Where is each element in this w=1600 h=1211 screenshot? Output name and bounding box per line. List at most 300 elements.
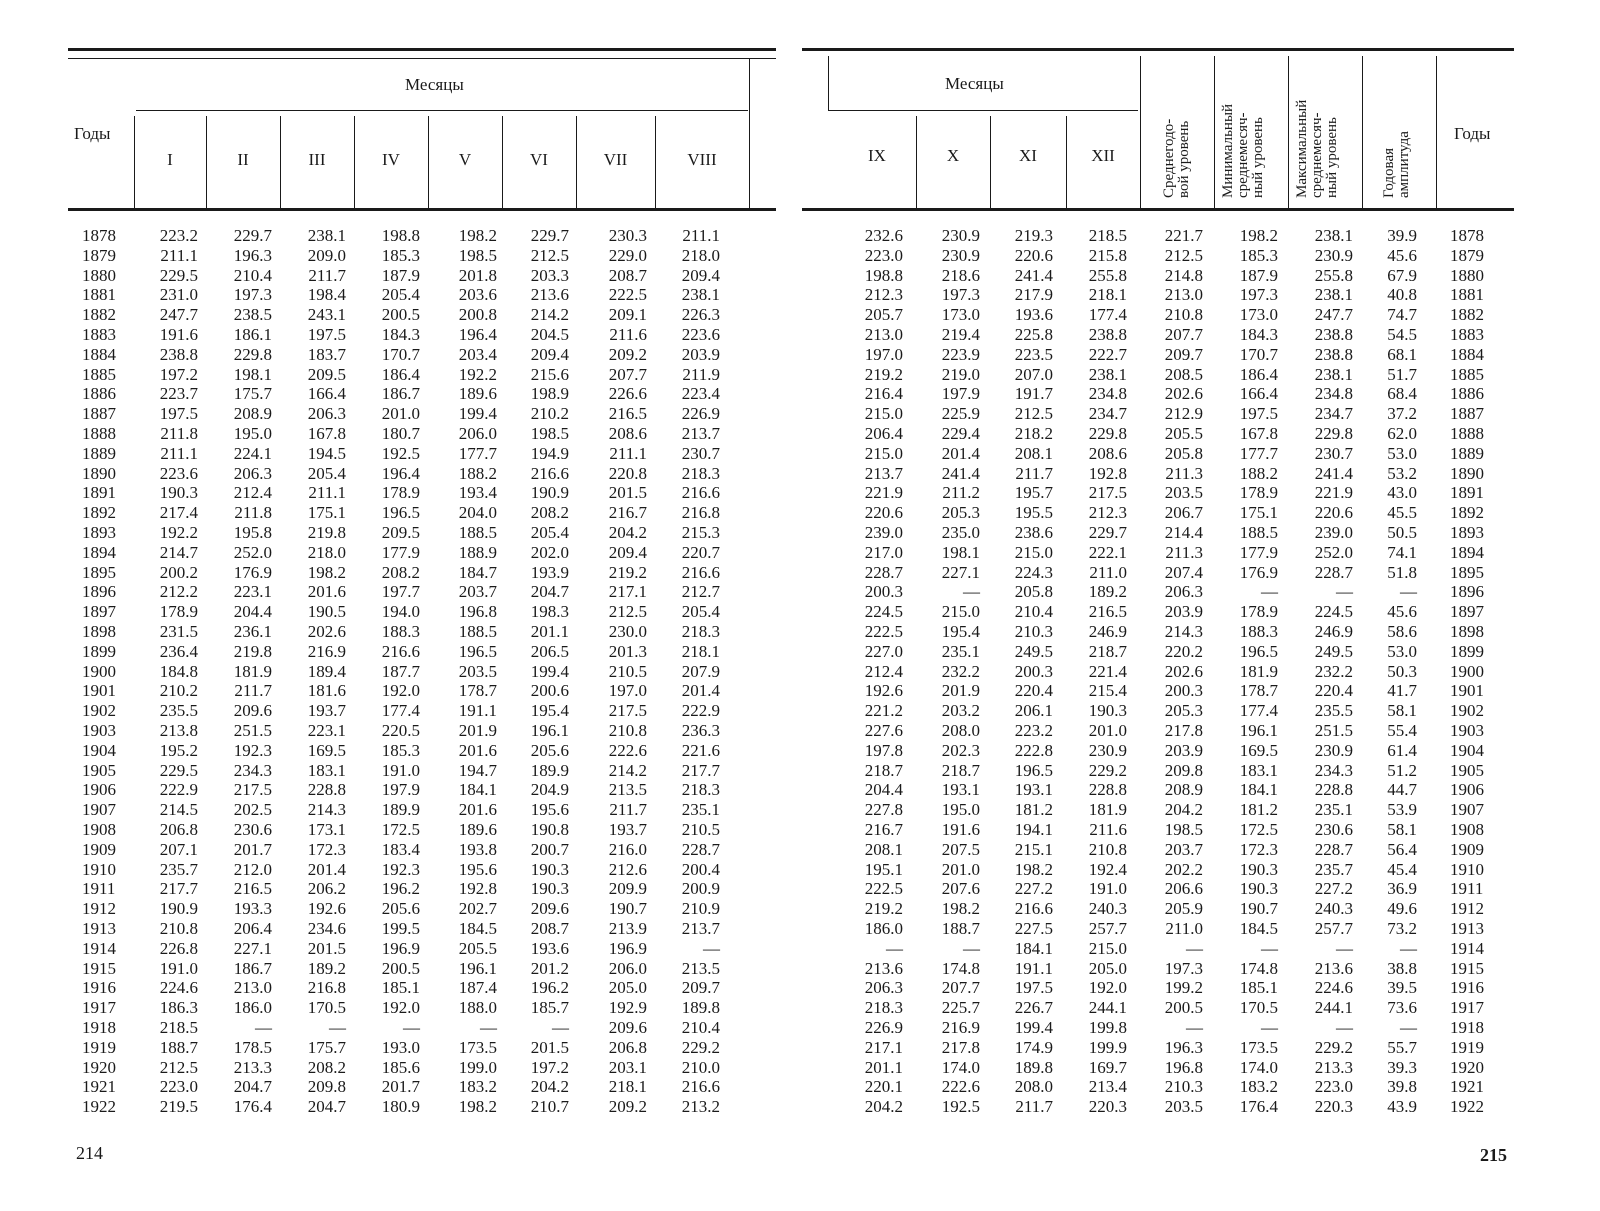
table-row [800, 602, 1580, 622]
value-cell: 40.8 [1387, 285, 1417, 305]
value-cell: 224.3 [1014, 562, 1053, 582]
value-cell: — [1336, 582, 1353, 602]
value-cell: 216.8 [681, 503, 720, 523]
value-cell: 198.2 [1014, 859, 1053, 879]
value-cell: 201.4 [941, 443, 980, 463]
value-cell: 223.2 [159, 226, 198, 245]
table-row [0, 622, 780, 642]
year-cell: 1914 [82, 938, 116, 958]
value-cell: 234.6 [307, 919, 346, 938]
value-cell: 190.3 [1239, 879, 1278, 899]
value-cell: 215.6 [530, 364, 569, 384]
year-cell: 1888 [1450, 424, 1484, 443]
value-cell: 205.7 [864, 305, 903, 325]
value-cell: 196.1 [530, 721, 569, 740]
value-cell: 206.0 [608, 958, 647, 978]
value-cell: 201.4 [307, 859, 346, 879]
value-cell: 218.6 [941, 265, 980, 285]
value-cell: 189.2 [307, 958, 346, 978]
value-cell: 178.9 [1239, 483, 1278, 503]
value-cell: 186.7 [233, 958, 272, 978]
year-cell: 1885 [1450, 364, 1484, 384]
min-level-header: Минимальный среднемесяч- ный уровень [1220, 103, 1266, 198]
value-cell: 193.8 [458, 839, 497, 859]
value-cell: 208.2 [307, 1057, 346, 1077]
value-cell: 216.6 [681, 1077, 720, 1097]
value-cell: 208.7 [530, 919, 569, 938]
value-cell: 198.4 [307, 285, 346, 305]
value-cell: 204.2 [1164, 800, 1203, 820]
value-cell: 217.5 [608, 701, 647, 721]
value-cell: 184.1 [1239, 780, 1278, 800]
value-cell: 185.1 [1239, 978, 1278, 998]
value-cell: 166.4 [1239, 384, 1278, 404]
value-cell: 43.0 [1387, 483, 1417, 503]
table-row [800, 978, 1580, 998]
value-cell: 222.5 [864, 622, 903, 641]
table-row [800, 582, 1580, 602]
value-cell: 169.5 [1239, 740, 1278, 760]
value-cell: 200.2 [159, 562, 198, 582]
table-row [800, 919, 1580, 939]
header-bottom-rule [68, 208, 776, 211]
value-cell: 204.4 [233, 602, 272, 622]
value-cell: 186.0 [233, 998, 272, 1018]
value-cell: 183.1 [307, 760, 346, 780]
table-row [0, 582, 780, 602]
col-divider [1436, 56, 1437, 208]
value-cell: 210.8 [608, 721, 647, 740]
value-cell: 251.5 [233, 721, 272, 740]
table-row [0, 721, 780, 741]
value-cell: 217.4 [159, 503, 198, 523]
value-cell: 206.0 [458, 424, 497, 443]
value-cell: 221.9 [1314, 483, 1353, 503]
value-cell: 203.5 [458, 661, 497, 681]
value-cell: 196.1 [1239, 721, 1278, 740]
year-cell: 1900 [1450, 661, 1484, 681]
value-cell: 199.2 [1164, 978, 1203, 998]
value-cell: 222.6 [608, 740, 647, 760]
amplitude-header: Годовая амплитуда [1381, 131, 1412, 198]
table-row [0, 741, 780, 761]
value-cell: 197.3 [1164, 958, 1203, 978]
value-cell: 36.9 [1387, 879, 1417, 899]
value-cell: 213.2 [681, 1097, 720, 1117]
table-row [800, 483, 1580, 503]
value-cell: 220.2 [1164, 641, 1203, 661]
value-cell: 218.7 [1088, 641, 1127, 661]
value-cell: 210.4 [233, 265, 272, 285]
value-cell: 255.8 [1314, 265, 1353, 285]
value-cell: 197.3 [233, 285, 272, 305]
value-cell: 183.2 [458, 1077, 497, 1097]
value-cell: 217.5 [1088, 483, 1127, 503]
value-cell: 201.6 [458, 740, 497, 760]
value-cell: 205.0 [608, 978, 647, 998]
value-cell: 193.6 [530, 938, 569, 958]
table-row [800, 701, 1580, 721]
value-cell: 209.2 [608, 344, 647, 364]
top-rule [68, 48, 776, 51]
value-cell: — [552, 1018, 569, 1037]
table-row [0, 978, 780, 998]
value-cell: 54.5 [1387, 325, 1417, 344]
value-cell: 235.1 [681, 800, 720, 820]
value-cell: 198.2 [458, 1097, 497, 1117]
value-cell: 221.2 [864, 701, 903, 721]
year-cell: 1918 [82, 1018, 116, 1037]
value-cell: 234.8 [1088, 384, 1127, 404]
value-cell: 241.4 [1014, 265, 1053, 285]
value-cell: 200.5 [381, 958, 420, 978]
value-cell: 191.0 [1088, 879, 1127, 899]
value-cell: 221.6 [681, 740, 720, 760]
value-cell: 211.3 [1165, 463, 1203, 483]
value-cell: 174.0 [941, 1057, 980, 1077]
value-cell: 238.8 [159, 344, 198, 364]
value-cell: 174.8 [1239, 958, 1278, 978]
value-cell: 219.2 [864, 899, 903, 919]
year-cell: 1912 [1450, 899, 1484, 919]
value-cell: 192.3 [381, 859, 420, 879]
year-cell: 1903 [1450, 721, 1484, 740]
value-cell: 188.5 [1239, 523, 1278, 542]
table-row [0, 246, 780, 266]
value-cell: 201.5 [530, 1037, 569, 1057]
value-cell: 181.9 [233, 661, 272, 681]
value-cell: — [1186, 1018, 1203, 1037]
value-cell: 219.3 [1014, 226, 1053, 245]
value-cell: 200.7 [530, 839, 569, 859]
value-cell: 190.7 [608, 899, 647, 919]
year-cell: 1882 [82, 305, 116, 325]
value-cell: 232.6 [864, 226, 903, 245]
month-header: IX [868, 146, 886, 165]
value-cell: 203.6 [458, 285, 497, 305]
value-cell: 223.0 [1314, 1077, 1353, 1097]
value-cell: 219.8 [307, 523, 346, 542]
year-cell: 1889 [82, 443, 116, 463]
value-cell: 192.6 [307, 899, 346, 919]
value-cell: 212.5 [530, 245, 569, 265]
value-cell: 226.6 [608, 384, 647, 404]
value-cell: 238.1 [1314, 364, 1353, 384]
value-cell: 223.9 [941, 344, 980, 364]
table-row [0, 1097, 780, 1117]
value-cell: 203.2 [941, 701, 980, 721]
value-cell: 206.3 [307, 404, 346, 424]
value-cell: 201.1 [530, 622, 569, 641]
value-cell: 193.4 [458, 483, 497, 503]
year-cell: 1909 [1450, 839, 1484, 859]
value-cell: 45.6 [1387, 602, 1417, 622]
value-cell: — [1261, 938, 1278, 958]
value-cell: — [1261, 582, 1278, 602]
value-cell: 216.5 [233, 879, 272, 899]
value-cell: 232.2 [1314, 661, 1353, 681]
table-row [800, 899, 1580, 919]
value-cell: 178.7 [1239, 681, 1278, 701]
value-cell: 200.5 [381, 305, 420, 325]
value-cell: 172.5 [1239, 820, 1278, 839]
year-cell: 1884 [1450, 344, 1484, 364]
year-cell: 1901 [1450, 681, 1484, 701]
table-row [800, 365, 1580, 385]
value-cell: 167.8 [1239, 424, 1278, 443]
value-cell: 185.3 [381, 740, 420, 760]
table-row [0, 701, 780, 721]
value-cell: 210.3 [1014, 622, 1053, 641]
value-cell: 188.9 [458, 542, 497, 562]
value-cell: 202.6 [1164, 661, 1203, 681]
table-row [0, 602, 780, 622]
value-cell: 186.3 [159, 998, 198, 1018]
value-cell: 218.5 [1088, 226, 1127, 245]
value-cell: — [255, 1018, 272, 1037]
value-cell: 207.4 [1164, 562, 1203, 582]
value-cell: 213.6 [1314, 958, 1353, 978]
table-row [800, 503, 1580, 523]
value-cell: 206.8 [159, 820, 198, 839]
table-row [800, 305, 1580, 325]
value-cell: 170.7 [1239, 344, 1278, 364]
value-cell: 230.9 [941, 226, 980, 245]
value-cell: 195.7 [1014, 483, 1053, 503]
value-cell: 50.3 [1387, 661, 1417, 681]
value-cell: 180.9 [381, 1097, 420, 1117]
value-cell: 241.4 [1314, 463, 1353, 483]
table-row [0, 860, 780, 880]
value-cell: 189.9 [381, 800, 420, 820]
value-cell: 230.3 [608, 226, 647, 245]
value-cell: 58.6 [1387, 622, 1417, 641]
value-cell: 218.7 [941, 760, 980, 780]
value-cell: 181.2 [1239, 800, 1278, 820]
value-cell: 210.5 [608, 661, 647, 681]
value-cell: 210.2 [530, 404, 569, 424]
value-cell: 238.8 [1088, 325, 1127, 344]
value-cell: 206.6 [1164, 879, 1203, 899]
value-cell: 223.4 [681, 384, 720, 404]
value-cell: 217.7 [681, 760, 720, 780]
value-cell: 67.9 [1387, 265, 1417, 285]
value-cell: 166.4 [307, 384, 346, 404]
value-cell: 207.5 [941, 839, 980, 859]
col-divider [749, 58, 750, 208]
value-cell: 55.4 [1387, 721, 1417, 740]
value-cell: 209.6 [608, 1018, 647, 1037]
value-cell: 230.9 [1314, 740, 1353, 760]
value-cell: 212.9 [1164, 404, 1203, 424]
value-cell: 219.2 [864, 364, 903, 384]
value-cell: 198.8 [381, 226, 420, 245]
value-cell: 174.8 [941, 958, 980, 978]
value-cell: 213.7 [681, 919, 720, 938]
value-cell: 209.0 [307, 245, 346, 265]
value-cell: 224.5 [1314, 602, 1353, 622]
value-cell: 172.3 [307, 839, 346, 859]
value-cell: — [963, 938, 980, 958]
value-cell: 170.5 [1239, 998, 1278, 1018]
value-cell: 193.6 [1014, 305, 1053, 325]
value-cell: 211.8 [234, 503, 272, 523]
value-cell: 218.7 [864, 760, 903, 780]
year-cell: 1891 [82, 483, 116, 503]
value-cell: 193.1 [1014, 780, 1053, 800]
value-cell: 229.0 [608, 245, 647, 265]
month-header: XII [1091, 146, 1115, 165]
year-cell: 1917 [1450, 998, 1484, 1018]
year-cell: 1899 [1450, 641, 1484, 661]
value-cell: 186.4 [381, 364, 420, 384]
table-row [0, 1018, 780, 1038]
value-cell: 189.6 [458, 820, 497, 839]
value-cell: 213.6 [530, 285, 569, 305]
value-cell: 220.4 [1314, 681, 1353, 701]
value-cell: 211.1 [609, 443, 647, 463]
value-cell: 208.2 [530, 503, 569, 523]
value-cell: 188.5 [458, 523, 497, 542]
table-row [0, 800, 780, 820]
value-cell: 221.7 [1164, 226, 1203, 245]
value-cell: 217.8 [941, 1037, 980, 1057]
value-cell: 213.5 [608, 780, 647, 800]
value-cell: 185.7 [530, 998, 569, 1018]
value-cell: 222.9 [681, 701, 720, 721]
value-cell: 217.1 [864, 1037, 903, 1057]
value-cell: 188.7 [941, 919, 980, 938]
value-cell: 211.8 [160, 424, 198, 443]
value-cell: 195.5 [1014, 503, 1053, 523]
value-cell: 53.2 [1387, 463, 1417, 483]
value-cell: 55.7 [1387, 1037, 1417, 1057]
value-cell: 206.3 [864, 978, 903, 998]
value-cell: 216.6 [530, 463, 569, 483]
value-cell: 235.7 [159, 859, 198, 879]
value-cell: 211.7 [234, 681, 272, 701]
value-cell: 244.1 [1314, 998, 1353, 1018]
value-cell: 173.0 [1239, 305, 1278, 325]
value-cell: 39.3 [1387, 1057, 1417, 1077]
value-cell: 198.1 [941, 542, 980, 562]
value-cell: 190.3 [159, 483, 198, 503]
year-cell: 1906 [1450, 780, 1484, 800]
value-cell: 184.5 [1239, 919, 1278, 938]
table-row [800, 1018, 1580, 1038]
value-cell: 216.7 [608, 503, 647, 523]
table-row [0, 959, 780, 979]
value-cell: 39.9 [1387, 226, 1417, 245]
value-cell: 227.1 [941, 562, 980, 582]
year-cell: 1886 [82, 384, 116, 404]
year-cell: 1882 [1450, 305, 1484, 325]
value-cell: 73.6 [1387, 998, 1417, 1018]
value-cell: 189.8 [681, 998, 720, 1018]
value-cell: 236.4 [159, 641, 198, 661]
value-cell: 213.7 [864, 463, 903, 483]
table-row [0, 483, 780, 503]
value-cell: 204.2 [608, 523, 647, 542]
value-cell: 234.8 [1314, 384, 1353, 404]
value-cell: 198.1 [233, 364, 272, 384]
value-cell: 189.8 [1014, 1057, 1053, 1077]
value-cell: 228.8 [1088, 780, 1127, 800]
value-cell: 73.2 [1387, 919, 1417, 938]
value-cell: 220.7 [681, 542, 720, 562]
value-cell: 223.6 [159, 463, 198, 483]
value-cell: 204.5 [530, 325, 569, 344]
value-cell: 219.2 [608, 562, 647, 582]
value-cell: 197.5 [1239, 404, 1278, 424]
value-cell: 224.1 [233, 443, 272, 463]
table-row [0, 424, 780, 444]
value-cell: 220.3 [1314, 1097, 1353, 1117]
page-number: 214 [76, 1143, 103, 1163]
year-cell: 1886 [1450, 384, 1484, 404]
value-cell: 194.9 [530, 443, 569, 463]
table-row [0, 404, 780, 424]
value-cell: 187.9 [381, 265, 420, 285]
value-cell: 204.0 [458, 503, 497, 523]
value-cell: 201.9 [941, 681, 980, 701]
page-number: 215 [1480, 1145, 1507, 1165]
table-row [800, 879, 1580, 899]
value-cell: 214.3 [1164, 622, 1203, 641]
col-divider [1214, 56, 1215, 208]
value-cell: 238.1 [681, 285, 720, 305]
value-cell: 177.9 [1239, 542, 1278, 562]
value-cell: 193.9 [530, 562, 569, 582]
value-cell: 198.2 [941, 899, 980, 919]
value-cell: 170.7 [381, 344, 420, 364]
value-cell: 227.2 [1014, 879, 1053, 899]
value-cell: 177.4 [1239, 701, 1278, 721]
value-cell: 211.7 [609, 800, 647, 820]
value-cell: 218.0 [681, 245, 720, 265]
value-cell: 192.4 [1088, 859, 1127, 879]
value-cell: 196.5 [381, 503, 420, 523]
year-cell: 1921 [82, 1077, 116, 1097]
value-cell: 206.8 [608, 1037, 647, 1057]
value-cell: 230.7 [681, 443, 720, 463]
value-cell: 238.8 [1314, 344, 1353, 364]
value-cell: 184.8 [159, 661, 198, 681]
value-cell: 53.0 [1387, 641, 1417, 661]
value-cell: 215.3 [681, 523, 720, 542]
table-row [800, 543, 1580, 563]
value-cell: 192.5 [381, 443, 420, 463]
value-cell: 213.3 [1314, 1057, 1353, 1077]
value-cell: 211.1 [160, 443, 198, 463]
value-cell: 203.7 [1164, 839, 1203, 859]
value-cell: 195.0 [941, 800, 980, 820]
value-cell: 218.3 [681, 780, 720, 800]
year-cell: 1897 [82, 602, 116, 622]
value-cell: 229.2 [681, 1037, 720, 1057]
value-cell: 173.5 [1239, 1037, 1278, 1057]
value-cell: 214.2 [608, 760, 647, 780]
table-row [800, 820, 1580, 840]
value-cell: 211.7 [308, 265, 346, 285]
value-cell: 252.0 [233, 542, 272, 562]
value-cell: 217.7 [159, 879, 198, 899]
value-cell: 196.3 [233, 245, 272, 265]
table-row [800, 1038, 1580, 1058]
table-row [800, 1097, 1580, 1117]
value-cell: 176.4 [233, 1097, 272, 1117]
value-cell: 203.4 [458, 344, 497, 364]
